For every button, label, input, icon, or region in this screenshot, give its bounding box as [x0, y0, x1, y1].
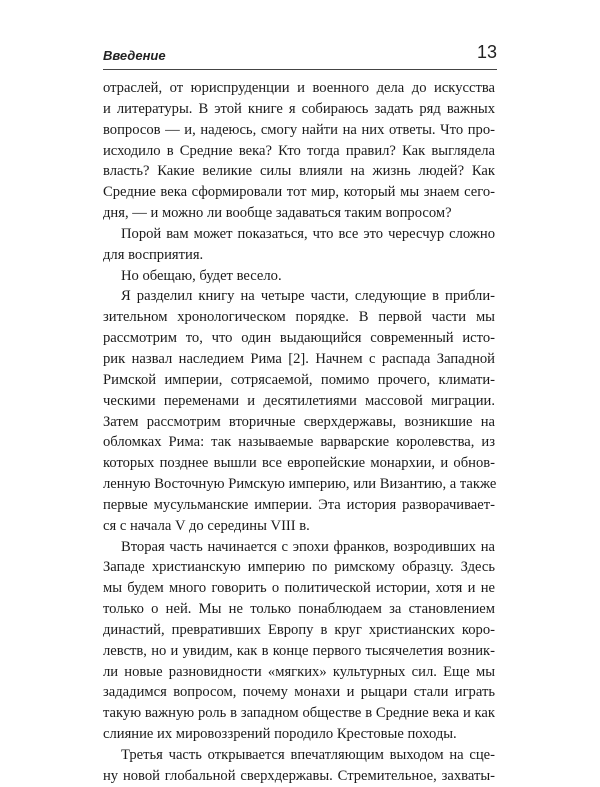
text-line: обломках Рима: так называемые варварские королевства, из [103, 434, 495, 451]
text-line: слияние их мировоззрений породило Крестовые походы. [103, 726, 457, 743]
text-line: ну новой глобальной сверхдержавы. Стремительное, захваты- [103, 767, 495, 784]
text-line: Средние века сформировали тот мир, который мы знаем сего- [103, 184, 495, 201]
text-line: ли новые разновидности «мягких» культурных сил. Еще мы [103, 663, 495, 680]
text-line: рассмотрим то, что один выдающийся современный исто- [103, 330, 495, 347]
text-line: Римской империи, сотрясаемой, помимо прочего, климати- [103, 371, 495, 388]
text-line: Порой вам может показаться, что все это чересчур сложно [121, 225, 495, 242]
text-line: такую важную роль в западном обществе в Средние века и как [103, 705, 495, 722]
text-line: дня, — и можно ли вообще задаваться таким вопросом? [103, 205, 452, 222]
text-line: ческими переменами и десятилетиями массовой миграции. [103, 392, 495, 409]
text-line: левств, но и увидим, как в конце первого тысячелетия возник- [103, 642, 495, 659]
page-number: 13 [476, 42, 497, 62]
text-line: ленную Восточную Римскую империю, или Византию, а также [103, 476, 497, 493]
text-line: зительном хронологическом порядке. В первой части мы [103, 309, 495, 326]
page-header [103, 42, 497, 70]
running-head: Введение [103, 48, 166, 63]
header-rule [103, 69, 497, 70]
text-line: исходило в Средние века? Кто тогда правил? Как выглядела [103, 142, 495, 159]
text-line: Затем рассмотрим вторичные сверхдержавы, возникшие на [103, 413, 495, 430]
text-line: только о ней. Мы не только понаблюдаем за становлением [103, 601, 495, 618]
text-line: мы будем много говорить о политической истории, хотя и не [103, 580, 495, 597]
text-line: которых позднее вышли все европейские монархии, и обнов- [103, 455, 495, 472]
text-line: и литературы. В этой книге я собираюсь задать ряд важных [103, 100, 495, 117]
text-line: зададимся вопросом, почему монахи и рыцари стали играть [103, 684, 495, 701]
text-line: рик назвал наследием Рима [2]. Начнем с распада Западной [103, 350, 495, 367]
text-line: вопросов — и, надеюсь, смогу найти на них ответы. Что про- [103, 121, 495, 138]
text-line: Но обещаю, будет весело. [121, 267, 282, 284]
text-line: ся с начала V до середины VIII в. [103, 517, 310, 534]
text-line: Третья часть открывается впечатляющим выходом на сце- [121, 747, 495, 763]
text-line: первые мусульманские империи. Эта история разворачивает- [103, 496, 495, 513]
text-line: для восприятия. [103, 246, 204, 263]
text-line: династий, превративших Европу в круг христианских коро- [103, 621, 495, 638]
text-line: власть? Какие великие силы влияли на жизнь людей? Как [103, 163, 495, 180]
text-line: Вторая часть начинается с эпохи франков, возродивших на [121, 538, 495, 555]
text-line: отраслей, от юриспруденции и военного дела до искусства [103, 80, 495, 96]
text-line: Я разделил книгу на четыре части, следующие в прибли- [121, 288, 495, 305]
body-text [103, 78, 495, 787]
text-line: Западе христианскую империю по римскому образцу. Здесь [103, 559, 495, 576]
